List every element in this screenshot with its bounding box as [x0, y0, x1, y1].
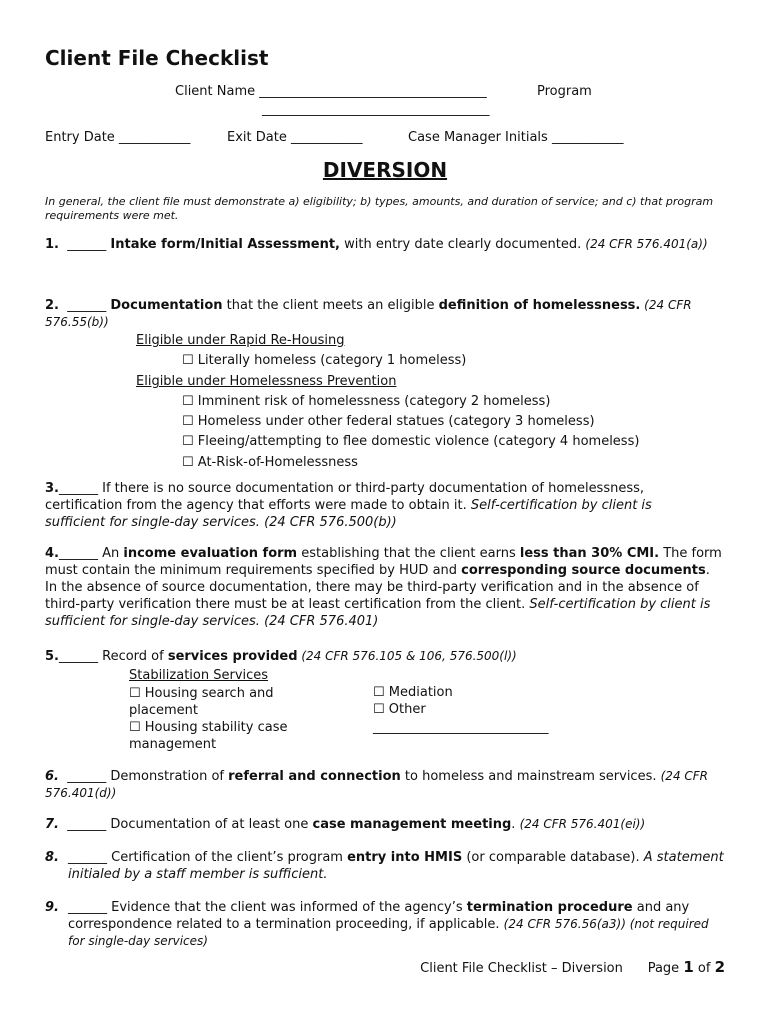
item-citation: (24 CFR 576.56(a3)) (not required for single-day services) [68, 917, 709, 948]
item-blank: ______ [58, 649, 98, 664]
page-footer [420, 958, 725, 976]
rrh-option[interactable]: ☐ Literally homeless (category 1 homeless) [182, 353, 467, 368]
item-text: Certification of the client’s program [107, 850, 348, 865]
item-8-number-col [45, 849, 59, 866]
footer-of-word: of [697, 961, 711, 976]
other-service-line: ___________________________ [373, 720, 549, 735]
client-name-field: Client Name ___________________________________ [175, 84, 487, 99]
item-text: establishing that the client earns [297, 546, 520, 561]
checklist-item-6 [45, 768, 733, 802]
item-text: . [511, 817, 520, 832]
checklist-item-4 [45, 545, 725, 630]
item-citation: (24 CFR 576.401(d)) [45, 769, 709, 800]
item-text: and any correspondence related to a termination proceeding, if applicable. [68, 900, 690, 932]
program-field-line: ___________________________________ [262, 102, 490, 117]
item-blank: ______ [58, 546, 98, 561]
item-citation: Self-certification by client is sufficient for single-day services. (24 CFR 576.401) [45, 597, 711, 629]
item-text: An [97, 546, 124, 561]
item-text: . In the absence of source documentation, there may be third-party verification and in the absence of third-party verification there must be at least certification from the client. [45, 563, 710, 612]
item-bold: Documentation [110, 298, 223, 313]
item-bold: case management meeting [312, 817, 512, 832]
item-number: 7. [45, 817, 59, 832]
footer-label: Client File Checklist – Diversion [420, 961, 623, 976]
stabilization-services-label: Stabilization Services [129, 668, 269, 683]
item-bold: definition of homelessness. [438, 298, 641, 313]
item-blank: ______ [68, 850, 107, 865]
item-bold: income evaluation form [123, 546, 298, 561]
footer-page-total: 2 [714, 958, 725, 976]
item-text: (or comparable database). [462, 850, 644, 865]
checklist-item-1 [45, 236, 733, 253]
rrh-label: Eligible under Rapid Re-Housing [136, 333, 345, 348]
item-number: 5. [45, 649, 59, 664]
item-number: 3. [45, 481, 59, 496]
item-blank: ______ [67, 817, 107, 832]
document-title: Client File Checklist [45, 46, 269, 70]
item-number: 2. [45, 298, 59, 313]
section-heading: DIVERSION [322, 158, 448, 182]
item-bold: entry into HMIS [347, 850, 463, 865]
item-blank: ______ [67, 298, 107, 313]
hp-option[interactable]: ☐ At-Risk-of-Homelessness [182, 455, 358, 470]
service-option[interactable]: ☐ Other [373, 702, 426, 717]
service-option[interactable]: ☐ Housing search and placement [129, 686, 274, 718]
item-bold: termination procedure [466, 900, 633, 915]
item-text: Demonstration of [106, 769, 229, 784]
item-citation: Self-certification by client is sufficient for single-day services. (24 CFR 576.500(b)) [45, 498, 652, 530]
item-number: 9. [45, 900, 59, 915]
item-text: that the client meets an eligible [222, 298, 439, 313]
item-bold: Intake form/Initial Assessment, [110, 237, 340, 252]
exit-date-field: Exit Date ___________ [227, 130, 363, 145]
item-number: 8. [45, 850, 59, 865]
footer-page-word: Page [647, 961, 680, 976]
item-citation: (24 CFR 576.401(ei)) [519, 817, 646, 831]
checklist-item-5 [45, 648, 733, 665]
item-text: Record of [97, 649, 168, 664]
checklist-item-7 [45, 816, 733, 833]
footer-page-number: 1 [683, 958, 694, 976]
item-bold: less than 30% CMI. [519, 546, 660, 561]
item-blank: ______ [58, 481, 98, 496]
hp-option[interactable]: ☐ Fleeing/attempting to flee domestic violence (category 4 homeless) [182, 434, 640, 449]
item-citation: A statement initialed by a staff member is sufficient. [68, 850, 724, 882]
item-blank: ______ [68, 900, 107, 915]
service-option[interactable]: ☐ Mediation [373, 685, 453, 700]
hp-option[interactable]: ☐ Imminent risk of homelessness (category 2 homeless) [182, 394, 551, 409]
item-citation: (24 CFR 576.55(b)) [45, 298, 692, 329]
hp-label: Eligible under Homelessness Prevention [136, 374, 397, 389]
item-blank: ______ [67, 769, 107, 784]
item-text: If there is no source documentation or third-party documentation of homelessness, certification from the agency that efforts were made to obtain it. [45, 481, 645, 513]
item-text: Evidence that the client was informed of the agency’s [107, 900, 467, 915]
item-bold: referral and connection [228, 769, 401, 784]
item-citation: (24 CFR 576.401(a)) [585, 237, 708, 251]
item-bold: corresponding source documents [461, 563, 706, 578]
hp-option[interactable]: ☐ Homeless under other federal statues (category 3 homeless) [182, 414, 595, 429]
checklist-item-2 [45, 297, 733, 331]
item-text: The form must contain the minimum requirements specified by HUD and [45, 546, 722, 578]
item-text: to homeless and mainstream services. [400, 769, 661, 784]
service-option[interactable]: ☐ Housing stability case management [129, 720, 288, 752]
checklist-item-3 [45, 480, 715, 531]
item-text: Documentation of at least one [106, 817, 313, 832]
item-blank: ______ [67, 237, 107, 252]
item-number: 6. [45, 769, 59, 784]
intro-text: In general, the client file must demonstrate a) eligibility; b) types, amounts, and duration of service; and c) that program requirements were met. [45, 195, 714, 222]
item-number: 4. [45, 546, 59, 561]
item-number: 1. [45, 237, 59, 252]
checklist-item-8 [68, 849, 728, 883]
item-text: with entry date clearly documented. [339, 237, 586, 252]
entry-date-field: Entry Date ___________ [45, 130, 191, 145]
case-manager-initials-field: Case Manager Initials ___________ [408, 130, 624, 145]
item-bold: services provided [167, 649, 298, 664]
program-field-label: Program [537, 84, 592, 99]
checklist-item-9 [68, 899, 728, 950]
item-9-number-col [45, 899, 59, 916]
item-citation: (24 CFR 576.105 & 106, 576.500(l)) [297, 649, 517, 663]
